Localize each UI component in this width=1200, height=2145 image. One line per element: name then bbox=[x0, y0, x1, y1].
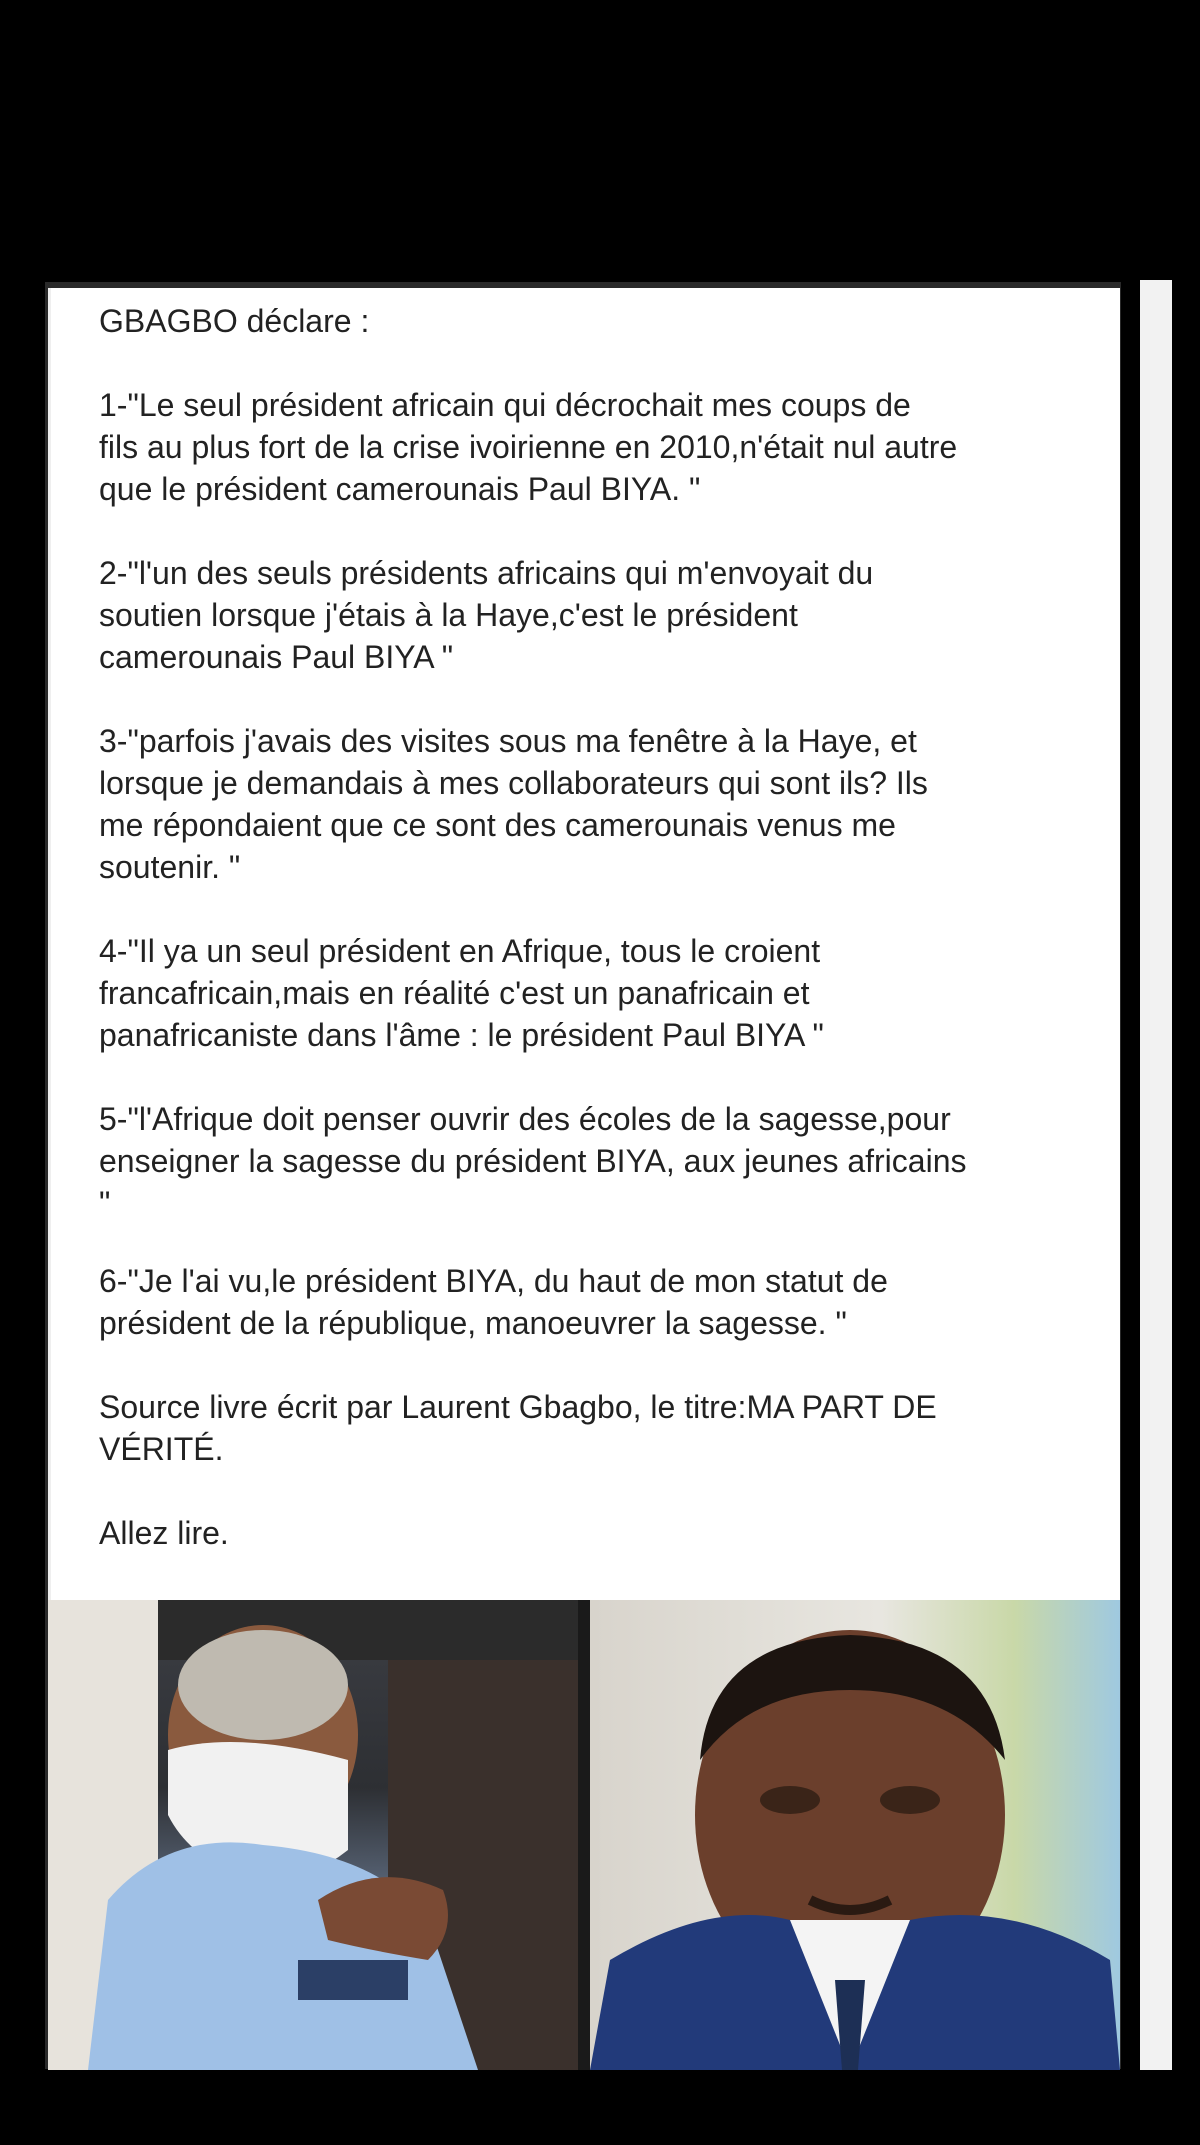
photo-collage[interactable] bbox=[48, 1600, 1120, 2070]
quote-item-2: 2-"l'un des seuls présidents africains qui m'envoyait du soutien lorsque j'étais à la Haye,c'est le président camerounais Paul BIYA " bbox=[99, 555, 874, 675]
quote-item-5: 5-"l'Afrique doit penser ouvrir des écoles de la sagesse,pour enseigner la sagesse du président BIYA, aux jeunes africains " bbox=[99, 1101, 967, 1221]
photo-left[interactable] bbox=[48, 1600, 578, 2070]
person-photo-left-icon bbox=[48, 1600, 578, 2070]
photo-right[interactable] bbox=[590, 1600, 1120, 2070]
post-source: Source livre écrit par Laurent Gbagbo, le titre:MA PART DE VÉRITÉ. bbox=[99, 1389, 937, 1467]
quote-item-4: 4-"Il ya un seul président en Afrique, tous le croient francafricain,mais en réalité c'est un panafricain et panafricaniste dans l'âme : le président Paul BIYA " bbox=[99, 933, 824, 1053]
post-heading: GBAGBO déclare : bbox=[99, 303, 370, 339]
post-card bbox=[48, 288, 1120, 1600]
quote-item-3: 3-"parfois j'avais des visites sous ma fenêtre à la Haye, et lorsque je demandais à mes collaborateurs qui sont ils? Ils me répondaient que ce sont des camerounais venus me soutenir. " bbox=[99, 723, 928, 885]
post-closing: Allez lire. bbox=[99, 1515, 229, 1551]
person-photo-right-icon bbox=[590, 1600, 1120, 2070]
post-text bbox=[99, 300, 1099, 1596]
scrollbar-strip bbox=[1140, 280, 1172, 2070]
quote-item-6: 6-"Je l'ai vu,le président BIYA, du haut de mon statut de président de la république, manoeuvrer la sagesse. " bbox=[99, 1263, 888, 1341]
quote-item-1: 1-"Le seul président africain qui décrochait mes coups de fils au plus fort de la crise ivoirienne en 2010,n'était nul autre que le président camerounais Paul BIYA. " bbox=[99, 387, 958, 507]
